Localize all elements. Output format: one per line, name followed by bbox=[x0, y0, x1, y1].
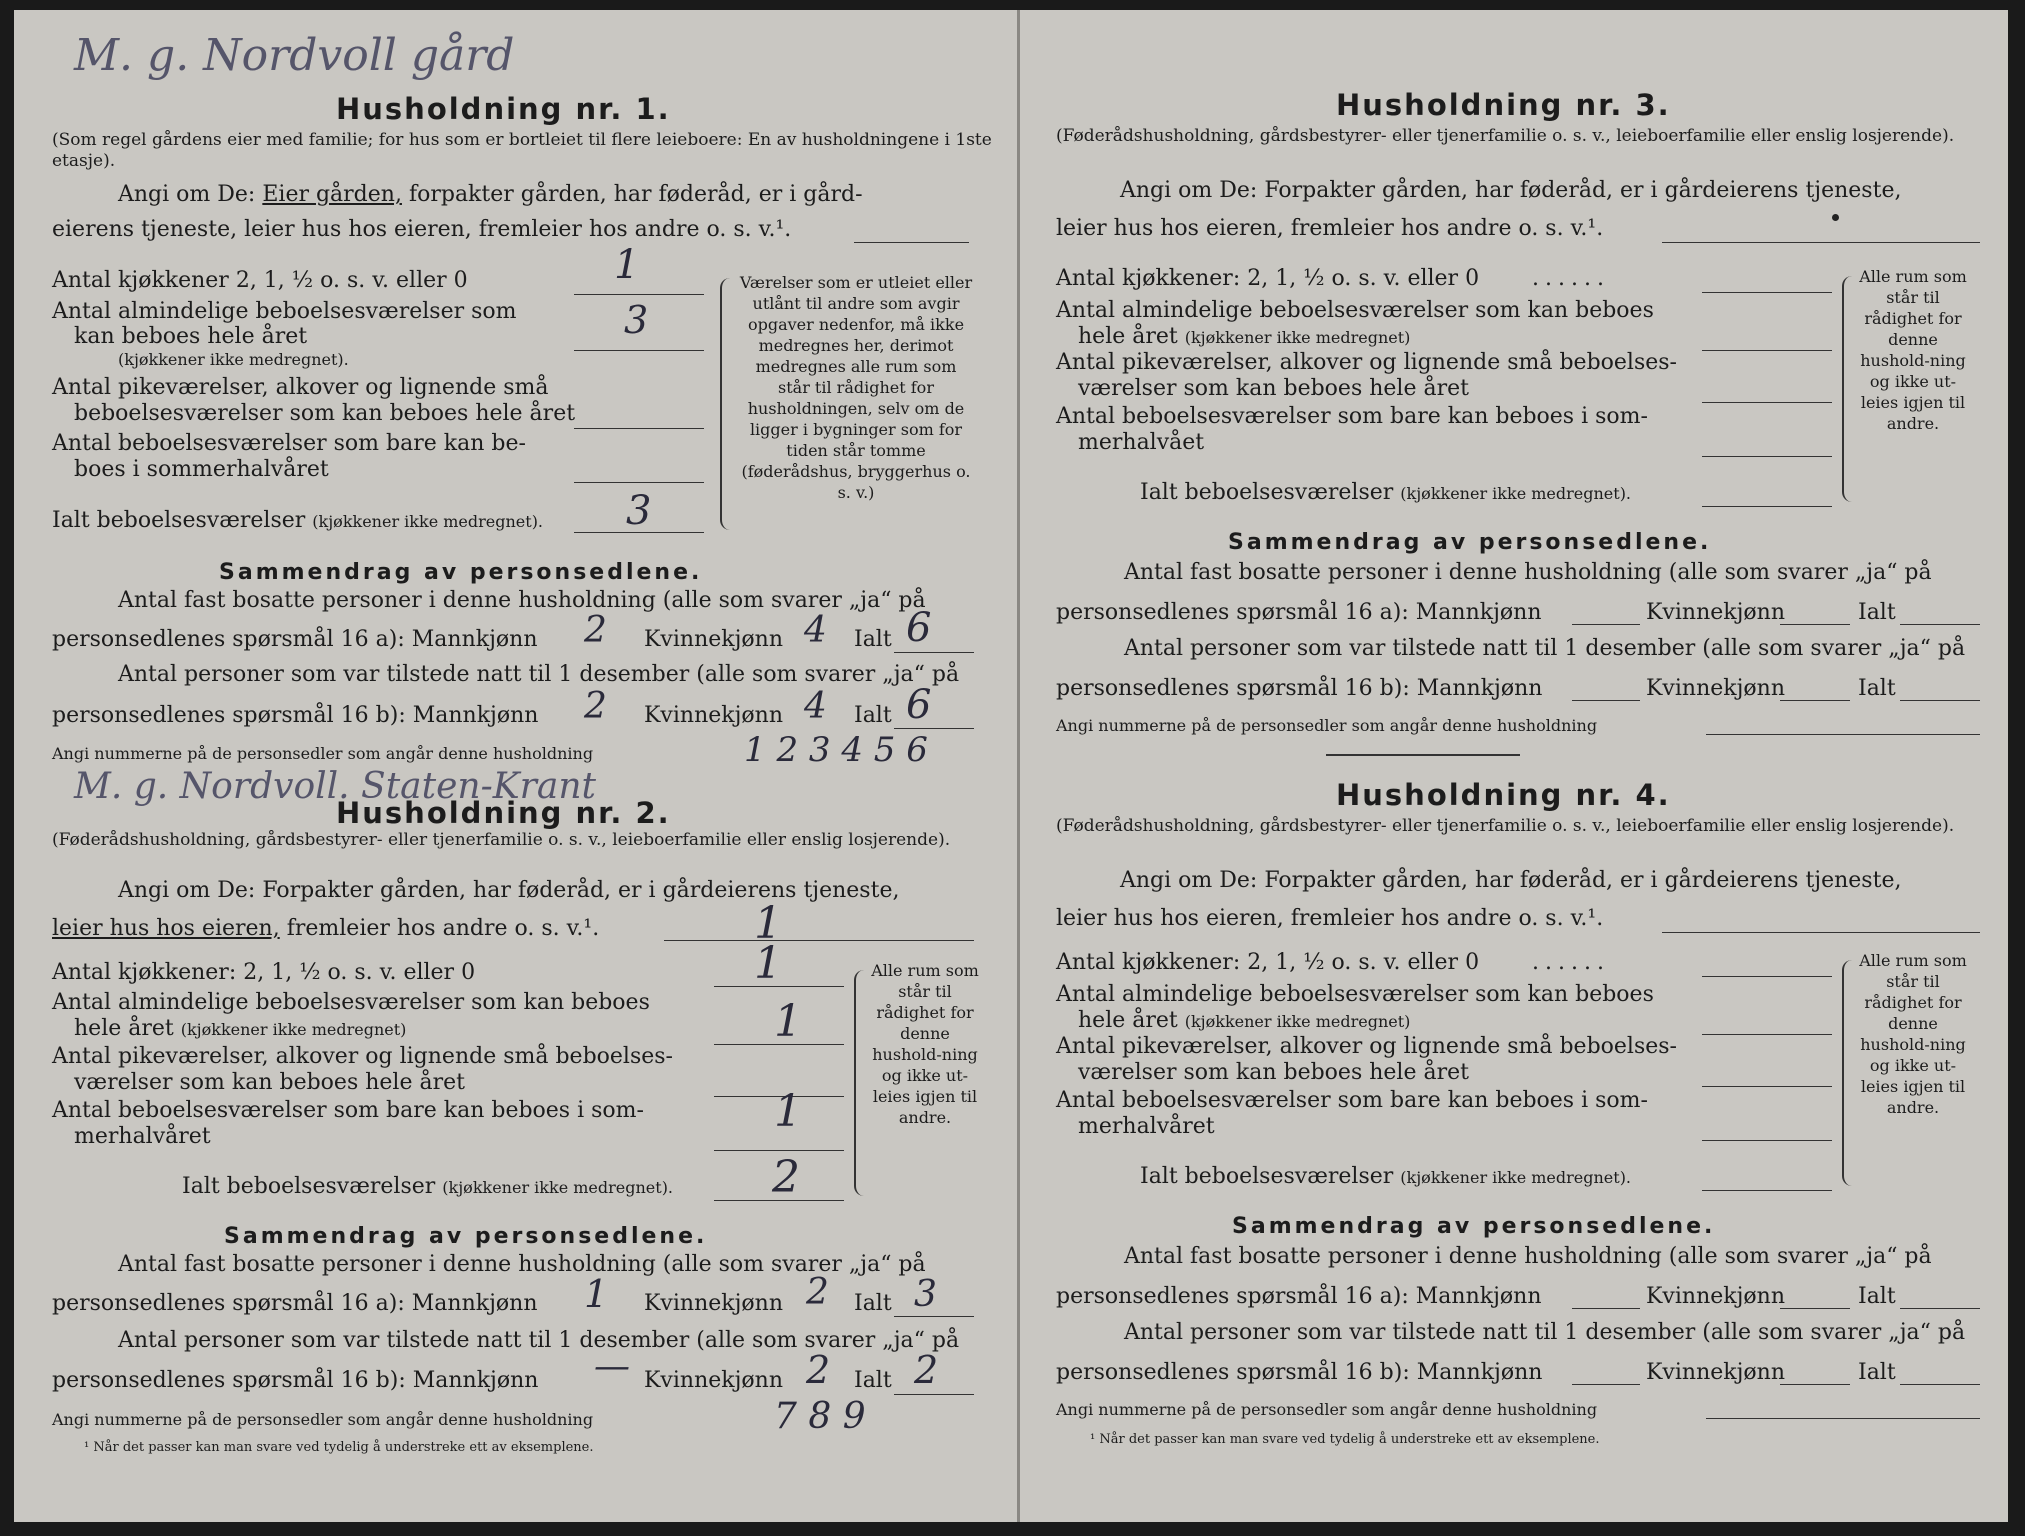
hh3-row2-label2: hele året bbox=[1078, 324, 1178, 349]
right-footnote: ¹ Når det passer kan man svare ved tydelig å understreke ett av eksemplene. bbox=[1090, 1432, 1600, 1447]
hh4-q2-m-rule bbox=[1572, 1384, 1640, 1385]
hh4-row1-label: Antal kjøkkener: 2, 1, ½ o. s. v. eller 0 bbox=[1056, 950, 1480, 975]
hh2-q2-line2: personsedlenes spørsmål 16 b): Mannkjønn bbox=[52, 1368, 539, 1393]
hh1-q2: Antal personer som var tilstede natt til 1 desember (alle som svarer „ja“ på bbox=[118, 662, 960, 687]
hh2-numbers-value: 7 8 9 bbox=[774, 1396, 866, 1437]
hh3-row1-rule bbox=[1702, 292, 1832, 293]
hh1-ask-eier: Eier gården, bbox=[262, 182, 402, 207]
hh4-q2: Antal personer som var tilstede natt til 1 desember (alle som svarer „ja“ på bbox=[1124, 1320, 1966, 1345]
hh2-row4-rule bbox=[714, 1150, 844, 1151]
hh3-q2-k-label: Kvinnekjønn bbox=[1646, 676, 1785, 701]
hh1-row2-value: 3 bbox=[624, 298, 649, 342]
hh2-ask-value: 1 bbox=[754, 898, 782, 949]
hh3-row4-rule bbox=[1702, 456, 1832, 457]
hh3-ask-line1: Angi om De: Forpakter gården, har føderåd, er i gårdeierens tjeneste, bbox=[1120, 178, 1902, 203]
header-handwriting: M. g. Nordvoll gård bbox=[74, 30, 515, 81]
hh1-ask-line1 bbox=[118, 182, 863, 207]
hh4-total-rule bbox=[1702, 1190, 1832, 1191]
hh2-row1-label bbox=[52, 960, 475, 985]
hh4-ask-line1: Angi om De: Forpakter gården, har føderåd, er i gårdeierens tjeneste, bbox=[1120, 868, 1902, 893]
hh2-row2-label2: hele året bbox=[74, 1016, 174, 1041]
mid-handwriting: M. g. Nordvoll. Staten-Krant bbox=[74, 766, 596, 807]
hh1-q2-k: 4 bbox=[804, 686, 827, 727]
hh2-ask-line1: Angi om De: Forpakter gården, har føderåd, er i gårdeierens tjeneste, bbox=[118, 878, 900, 903]
hh4-q1-t-rule bbox=[1900, 1308, 1980, 1309]
hh4-q1-k-label: Kvinnekjønn bbox=[1646, 1284, 1785, 1309]
hh2-q1-k: 2 bbox=[806, 1272, 829, 1313]
hh3-total bbox=[1140, 480, 1631, 505]
hh2-q2-m: — bbox=[594, 1346, 630, 1387]
hh3-q1-t-rule bbox=[1900, 624, 1980, 625]
hh4-row4-label: Antal beboelsesværelser som bare kan beboes i som- bbox=[1056, 1088, 1648, 1113]
hh1-numbers-value: 1 2 3 4 5 6 bbox=[744, 730, 928, 770]
hh1-q2-rule bbox=[894, 728, 974, 729]
hh2-q1-t-label: Ialt bbox=[854, 1291, 892, 1316]
hh4-title: Husholdning nr. 4. bbox=[1336, 778, 1671, 812]
hh2-row1-value: 1 bbox=[754, 938, 782, 989]
hh1-q2-m: 2 bbox=[584, 686, 607, 727]
hh1-row1-label: Antal kjøkkener 2, 1, ½ o. s. v. eller 0 bbox=[52, 268, 468, 293]
hh3-q2-line2: personsedlenes spørsmål 16 b): Mannkjønn bbox=[1056, 676, 1543, 701]
hh2-q1-m: 1 bbox=[584, 1272, 609, 1316]
hh3-q1-m-rule bbox=[1572, 624, 1640, 625]
hh4-q2-k-label: Kvinnekjønn bbox=[1646, 1360, 1785, 1385]
hh4-q1-line2: personsedlenes spørsmål 16 a): Mannkjønn bbox=[1056, 1284, 1542, 1309]
left-page bbox=[14, 10, 1004, 1522]
hh4-q1-t-label: Ialt bbox=[1858, 1284, 1896, 1309]
hh1-q2-t: 6 bbox=[906, 682, 932, 728]
hh1-ask-c: forpakter gården, har føderåd, er i gård- bbox=[408, 182, 863, 207]
hh2-title: Husholdning nr. 2. bbox=[336, 796, 671, 830]
hh1-q1-rule bbox=[894, 652, 974, 653]
hh3-q2-m-rule bbox=[1572, 700, 1640, 701]
hh3-title: Husholdning nr. 3. bbox=[1336, 88, 1671, 122]
hh1-row1-value: 1 bbox=[614, 242, 640, 288]
hh2-ask-rest: fremleier hos andre o. s. v.¹. bbox=[286, 916, 600, 941]
hh1-row1-rule bbox=[574, 294, 704, 295]
left-footnote: ¹ Når det passer kan man svare ved tydelig å understreke ett av eksemplene. bbox=[84, 1440, 594, 1455]
hh3-summary-title: Sammendrag av personsedlene. bbox=[1228, 530, 1712, 555]
hh3-total-note: (kjøkkener ikke medregnet). bbox=[1400, 484, 1632, 503]
hh2-total bbox=[182, 1174, 673, 1199]
hh1-q1-m: 2 bbox=[584, 610, 607, 651]
hh3-q1: Antal fast bosatte personer i denne husholdning (alle som svarer „ja“ på bbox=[1124, 560, 1932, 585]
hh4-side-note: Alle rum som står til rådighet for denne hushold-ning og ikke ut-leies igjen til andre. bbox=[1859, 951, 1967, 1117]
hh1-ask-line2: eierens tjeneste, leier hus hos eieren, fremleier hos andre o. s. v.¹. bbox=[52, 217, 792, 242]
hh1-total bbox=[52, 508, 543, 533]
hh1-q1-t-label: Ialt bbox=[854, 627, 892, 652]
hh3-row1-label: Antal kjøkkener: 2, 1, ½ o. s. v. eller 0 bbox=[1056, 266, 1480, 291]
hh2-q2-t: 2 bbox=[914, 1348, 939, 1392]
hh4-row2-rule bbox=[1702, 1034, 1832, 1035]
hh4-numbers-rule bbox=[1706, 1418, 1980, 1419]
hh4-row1-dots: ...... bbox=[1532, 950, 1610, 975]
hh4-row1-rule bbox=[1702, 976, 1832, 977]
hh3-row2-label: Antal almindelige beboelsesværelser som kan beboes bbox=[1056, 298, 1654, 323]
hh2-row2-value: 1 bbox=[774, 996, 802, 1047]
hh4-q2-t-rule bbox=[1900, 1384, 1980, 1385]
hh3-q1-k-rule bbox=[1780, 624, 1850, 625]
hh2-numbers-label: Angi nummerne på de personsedler som angår denne husholdning bbox=[52, 1410, 594, 1429]
hh3-ask-line2: leier hus hos eieren, fremleier hos andre o. s. v.¹. bbox=[1056, 216, 1604, 241]
hh1-numbers-label: Angi nummerne på de personsedler som angår denne husholdning bbox=[52, 744, 594, 763]
hh1-q2-k-label: Kvinnekjønn bbox=[644, 703, 783, 728]
hh2-ask-line2 bbox=[52, 916, 599, 941]
hh3-numbers-rule bbox=[1706, 734, 1980, 735]
hh1-q1-k-label: Kvinnekjønn bbox=[644, 627, 783, 652]
hh4-q1: Antal fast bosatte personer i denne husholdning (alle som svarer „ja“ på bbox=[1124, 1244, 1932, 1269]
hh3-side-note: Alle rum som står til rådighet for denne hushold-ning og ikke ut-leies igjen til andre. bbox=[1859, 267, 1967, 433]
hh2-side-note: Alle rum som står til rådighet for denne hushold-ning og ikke ut-leies igjen til andre. bbox=[871, 961, 979, 1127]
hh2-row1-text: Antal kjøkkener: 2, 1, ½ o. s. v. eller 0 bbox=[52, 960, 476, 985]
hh1-total-value: 3 bbox=[626, 488, 652, 534]
hh2-q2: Antal personer som var tilstede natt til 1 desember (alle som svarer „ja“ på bbox=[118, 1328, 960, 1353]
hh3-row1-dots: ...... bbox=[1532, 266, 1610, 291]
hh1-q1-t: 6 bbox=[906, 605, 932, 651]
hh3-row3-rule bbox=[1702, 402, 1832, 403]
hh3-total-label: Ialt beboelsesværelser bbox=[1140, 480, 1394, 505]
hh1-total-note: (kjøkkener ikke medregnet). bbox=[312, 512, 544, 531]
hh1-side-note: Værelser som er utleiet eller utlånt til andre som avgir opgaver nedenfor, må ikke medregnes her, derimot medregnes alle rum som står til rådighet for husholdningen, selv om de ligger i bygninger som for tiden står tomme (føderådshus, bryggerhus o. s. v.) bbox=[739, 273, 973, 502]
hh3-row3-label: Antal pikeværelser, alkover og lignende små beboelses- bbox=[1056, 350, 1677, 375]
hh2-row3-label2: værelser som kan beboes hele året bbox=[74, 1070, 465, 1095]
hh2-ask-leier: leier hus hos eieren, bbox=[52, 916, 280, 941]
hh2-q2-rule bbox=[894, 1394, 974, 1395]
hh4-numbers-label: Angi nummerne på de personsedler som angår denne husholdning bbox=[1056, 1400, 1598, 1419]
hh4-row3-label2: værelser som kan beboes hele året bbox=[1078, 1060, 1469, 1085]
hh3-row2-rule bbox=[1702, 350, 1832, 351]
hh1-row2-label: Antal almindelige beboelsesværelser som bbox=[52, 299, 517, 324]
hh4-note: (Føderådshusholdning, gårdsbestyrer- eller tjenerfamilie o. s. v., leieboerfamilie eller enslig losjerende). bbox=[1056, 816, 1955, 836]
hh4-ask-rule bbox=[1662, 932, 1980, 933]
hh1-bracket bbox=[720, 278, 738, 530]
hh1-q1: Antal fast bosatte personer i denne husholdning (alle som svarer „ja“ på bbox=[118, 588, 926, 613]
hh2-row1-rule bbox=[714, 986, 844, 987]
hh1-total-rule bbox=[574, 532, 704, 533]
hh3-q1-t-label: Ialt bbox=[1858, 600, 1896, 625]
hh2-q2-k-label: Kvinnekjønn bbox=[644, 1368, 783, 1393]
hh4-row4-rule bbox=[1702, 1140, 1832, 1141]
hh1-row2-label2: kan beboes hele året bbox=[74, 324, 308, 349]
hh4-q2-t-label: Ialt bbox=[1858, 1360, 1896, 1385]
hh2-total-value: 2 bbox=[772, 1152, 800, 1203]
hh4-total bbox=[1140, 1164, 1631, 1189]
hh1-row4-rule bbox=[574, 482, 704, 483]
hh4-row3-label: Antal pikeværelser, alkover og lignende små beboelses- bbox=[1056, 1034, 1677, 1059]
hh3-note: (Føderådshusholdning, gårdsbestyrer- eller tjenerfamilie o. s. v., leieboerfamilie eller enslig losjerende). bbox=[1056, 126, 1955, 146]
hh2-q1-line2: personsedlenes spørsmål 16 a): Mannkjønn bbox=[52, 1291, 538, 1316]
hh3-q1-k-label: Kvinnekjønn bbox=[1646, 600, 1785, 625]
hh2-q2-k: 2 bbox=[806, 1348, 831, 1392]
hh4-q1-m-rule bbox=[1572, 1308, 1640, 1309]
hh1-ask-a: Angi om De: bbox=[118, 182, 256, 207]
hh2-q1: Antal fast bosatte personer i denne husholdning (alle som svarer „ja“ på bbox=[118, 1252, 926, 1277]
hh2-q1-k-label: Kvinnekjønn bbox=[644, 1291, 783, 1316]
hh4-total-label: Ialt beboelsesværelser bbox=[1140, 1164, 1394, 1189]
hh3-row3-label2: værelser som kan beboes hele året bbox=[1078, 376, 1469, 401]
census-sheet bbox=[14, 10, 2008, 1522]
hh1-row4-label: Antal beboelsesværelser som bare kan be- bbox=[52, 431, 526, 456]
hh3-row4-label2: merhalvået bbox=[1078, 430, 1205, 455]
hh2-note: (Føderådshusholdning, gårdsbestyrer- eller tjenerfamilie o. s. v., leieboerfamilie eller enslig losjerende). bbox=[52, 830, 951, 850]
hh2-total-note: (kjøkkener ikke medregnet). bbox=[442, 1178, 674, 1197]
hh4-row4-label2: merhalvåret bbox=[1078, 1114, 1215, 1139]
hh1-ask-rule bbox=[854, 242, 969, 243]
hh3-row4-label: Antal beboelsesværelser som bare kan beboes i som- bbox=[1056, 404, 1648, 429]
hh1-title: Husholdning nr. 1. bbox=[336, 92, 671, 126]
hh4-q1-k-rule bbox=[1780, 1308, 1850, 1309]
hh1-row3-label: Antal pikeværelser, alkover og lignende små bbox=[52, 375, 549, 400]
hh2-row4-value: 1 bbox=[774, 1086, 802, 1137]
hh1-row2-rule bbox=[574, 350, 704, 351]
hh1-q1-line2 bbox=[52, 627, 537, 652]
hh4-summary-title: Sammendrag av personsedlene. bbox=[1232, 1214, 1716, 1239]
hh4-q2-line2: personsedlenes spørsmål 16 b): Mannkjønn bbox=[1056, 1360, 1543, 1385]
hh1-row2-label3: (kjøkkener ikke medregnet). bbox=[118, 350, 349, 369]
section-separator bbox=[1326, 754, 1520, 756]
hh3-q2-t-label: Ialt bbox=[1858, 676, 1896, 701]
hh1-note: (Som regel gårdens eier med familie; for hus som er bortleiet til flere leieboere: En av husholdningene i 1ste etasje). bbox=[52, 130, 992, 171]
hh2-row2-label: Antal almindelige beboelsesværelser som kan beboes bbox=[52, 990, 650, 1015]
hh3-q2-t-rule bbox=[1900, 700, 1980, 701]
hh4-row2-label2: hele året bbox=[1078, 1008, 1178, 1033]
ink-dot bbox=[1832, 214, 1839, 221]
hh1-q2-line2: personsedlenes spørsmål 16 b): Mannkjønn bbox=[52, 703, 539, 728]
hh3-q1-line2: personsedlenes spørsmål 16 a): Mannkjønn bbox=[1056, 600, 1542, 625]
hh1-total-label: Ialt beboelsesværelser bbox=[52, 508, 306, 533]
hh1-row3-rule bbox=[574, 428, 704, 429]
hh3-q2-k-rule bbox=[1780, 700, 1850, 701]
hh2-row2-label3: (kjøkkener ikke medregnet) bbox=[180, 1020, 407, 1039]
hh2-row2-rule bbox=[714, 1044, 844, 1045]
hh4-ask-line2: leier hus hos eieren, fremleier hos andre o. s. v.¹. bbox=[1056, 906, 1604, 931]
hh3-ask-rule bbox=[1662, 242, 1980, 243]
hh3-numbers-label: Angi nummerne på de personsedler som angår denne husholdning bbox=[1056, 716, 1598, 735]
hh2-total-label: Ialt beboelsesværelser bbox=[182, 1174, 436, 1199]
hh1-summary-title: Sammendrag av personsedlene. bbox=[219, 560, 703, 585]
hh3-row2-label2-line bbox=[1078, 324, 1410, 349]
hh2-total-rule bbox=[714, 1200, 844, 1201]
right-page bbox=[1020, 10, 2010, 1522]
hh1-row3-label2: beboelsesværelser som kan beboes hele året bbox=[74, 401, 576, 426]
hh2-q2-t-label: Ialt bbox=[854, 1368, 892, 1393]
hh4-row2-label3: (kjøkkener ikke medregnet) bbox=[1184, 1012, 1411, 1031]
hh2-q1-rule bbox=[894, 1316, 974, 1317]
hh2-ask-rule bbox=[664, 940, 974, 941]
hh1-q1-label: personsedlenes spørsmål 16 a): Mannkjønn bbox=[52, 627, 538, 652]
hh1-q2-t-label: Ialt bbox=[854, 703, 892, 728]
hh3-row2-label3: (kjøkkener ikke medregnet) bbox=[1184, 328, 1411, 347]
hh2-row3-label: Antal pikeværelser, alkover og lignende små beboelses- bbox=[52, 1044, 673, 1069]
hh2-summary-title: Sammendrag av personsedlene. bbox=[224, 1224, 708, 1249]
hh4-row2-label2-line bbox=[1078, 1008, 1410, 1033]
hh3-q2: Antal personer som var tilstede natt til 1 desember (alle som svarer „ja“ på bbox=[1124, 636, 1966, 661]
hh2-row4-label: Antal beboelsesværelser som bare kan beboes i som- bbox=[52, 1098, 644, 1123]
hh1-q1-k: 4 bbox=[804, 610, 827, 651]
hh2-row4-label2: merhalvåret bbox=[74, 1124, 211, 1149]
hh1-row4-label2: boes i sommerhalvåret bbox=[74, 457, 329, 482]
hh4-row3-rule bbox=[1702, 1086, 1832, 1087]
hh4-row2-label: Antal almindelige beboelsesværelser som kan beboes bbox=[1056, 982, 1654, 1007]
hh2-row2-label2-line bbox=[74, 1016, 406, 1041]
hh4-total-note: (kjøkkener ikke medregnet). bbox=[1400, 1168, 1632, 1187]
hh4-q2-k-rule bbox=[1780, 1384, 1850, 1385]
hh3-total-rule bbox=[1702, 506, 1832, 507]
hh2-q1-t: 3 bbox=[914, 1274, 937, 1315]
